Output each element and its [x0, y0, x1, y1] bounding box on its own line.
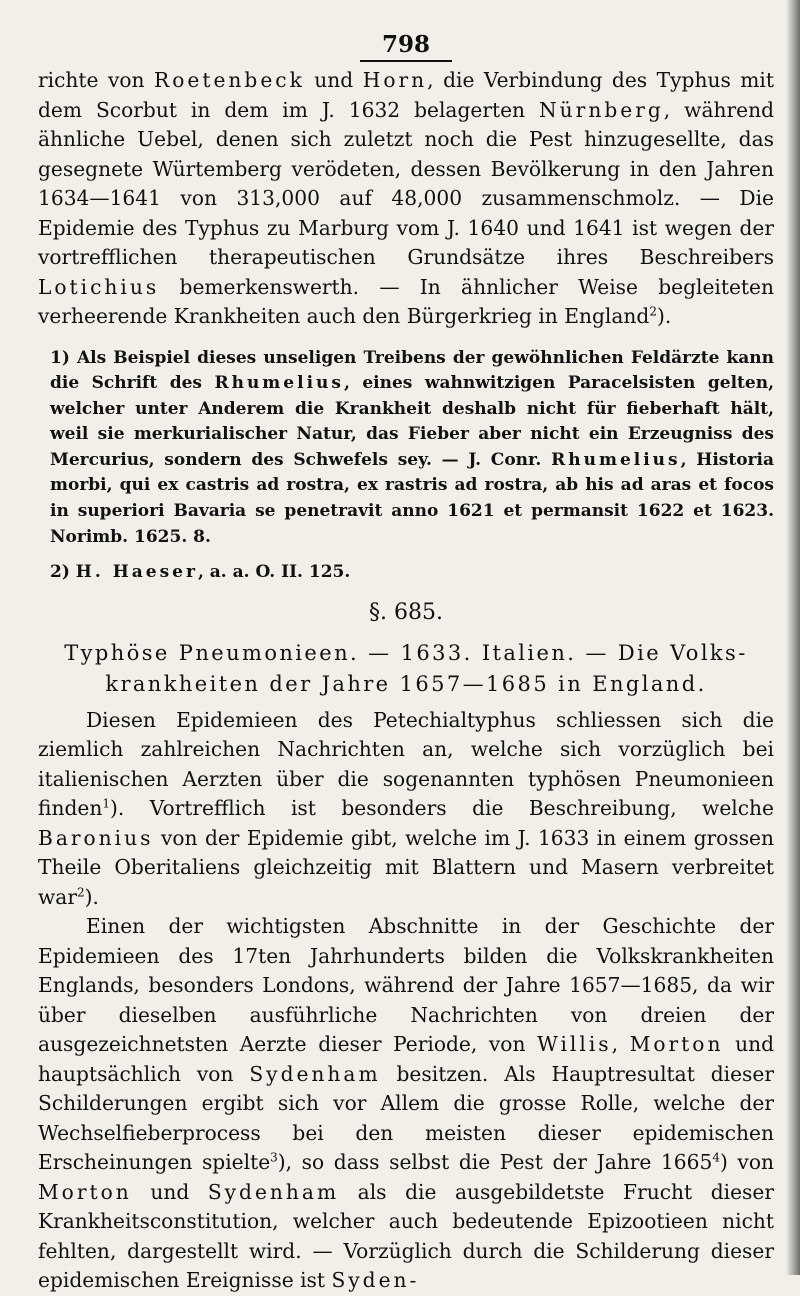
place-name: Nürnberg — [539, 97, 664, 122]
author-name: Rhumelius — [551, 449, 681, 470]
footnotes — [38, 346, 774, 586]
author-name: Morton — [629, 1032, 724, 1057]
section-heading — [38, 638, 774, 700]
footnote-1: 1) Als Beispiel dieses unseligen Treibens der gewöhnlichen Feldärzte kann die Schrift des Rhumelius, eines wahnwitzigen Paracelsisten gelten, welcher unter Anderem die Krankheit deshalb nicht für fieberhaft hält, weil sie merkurialischer Natur, das Fieber aber nicht ein Erzeugniss des Mercurius, sondern des Schwefels sey. — J. Conr. Rhumelius, Historia morbi, qui ex castris ad rostra, ex rastris ad rostra, ab his ad aras et focos in superiori Bavaria se penetravit anno 1621 et permansit 1622 et 1623. Norimb. 1625. 8. — [50, 347, 774, 547]
paragraph-1: Diesen Epidemieen des Petechialtyphus schliessen sich die ziemlich zahlreichen Nachrichten an, welche sich vorzüglich bei italienischen Aerzten über die sogenannten typhösen Pneumonieen finden$^1$). Vortrefflich ist besonders die Beschreibung, welche Baronius von der Epidemie gibt, welche im J. 1633 in einem grossen Theile Oberitaliens gleichzeitig mit Blattern und Masern verbreitet war$^2$). — [38, 707, 774, 909]
page-number: 798 — [38, 30, 774, 60]
footnote-ref: 2 — [649, 304, 657, 319]
author-name: H. Haeser — [75, 562, 198, 583]
author-name: Syden- — [331, 1268, 420, 1293]
author-name: Sydenham — [207, 1179, 340, 1204]
author-name: Lotichius — [38, 274, 160, 299]
footnote-ref: 3 — [270, 1150, 278, 1165]
footnote-ref: 2 — [76, 885, 85, 900]
footnote-2: 2) H. Haeser, a. a. O. II. 125. — [50, 562, 351, 583]
section-heading-line-1: Typhöse Pneumonieen. — 1633. Italien. — Die Volks- — [64, 640, 748, 665]
footnote-ref: 1 — [102, 796, 110, 811]
paragraph-2: Einen der wichtigsten Abschnitte in der Geschichte der Epidemieen des 17ten Jahrhunderts bilden die Volkskrankheiten Englands, besonders Londons, während der Jahre 1657—1685, da wir über dieselben ausführliche Nachrichten von dreien der ausgezeichnetsten Aerzte dieser Periode, von Willis, Morton und hauptsächlich von Sydenham besitzen. Als Hauptresultat dieser Schilderungen ergibt sich vor Allem die grosse Rolle, welche der Wechselfieberprocess bei den meisten dieser epidemischen Erscheinungen spielte$^3$), so dass selbst die Pest der Jahre 1665$^4$) von Morton und Sydenham als die ausgebildetste Frucht dieser Krankheitsconstitution, welcher auch bedeutende Epizootieen nicht fehlten, dargestellt wird. — Vorzüglich durch die Schilderung dieser epidemischen Ereignisse ist Syden- — [38, 914, 774, 1293]
author-name: Roetenbeck — [154, 68, 305, 92]
section-text — [38, 706, 774, 1296]
author-name: Willis — [537, 1032, 612, 1057]
author-name: Baronius — [38, 825, 154, 850]
author-name: Morton — [38, 1179, 132, 1204]
top-paragraph: richte von Roetenbeck und Horn, die Verbindung des Typhus mit dem Scorbut in dem im J. 1632 belagerten Nürnberg, während ähnliche Uebel, denen sich zuletzt noch die Pest hinzugesellte, das gesegnete Würtemberg verödeten, dessen Bevölkerung in den Jahren 1634—1641 von 313,000 auf 48,000 zusammenschmolz. — Die Epidemie des Typhus zu Marburg vom J. 1640 und 1641 ist wegen der vortrefflichen therapeutischen Grundsätze ihres Beschreibers Lotichius bemerkenswerth. — In ähnlicher Weise begleiteten verheerende Krankheiten auch den Bürgerkrieg in England$^2$). — [38, 68, 775, 328]
author-name: Sydenham — [249, 1061, 381, 1086]
section-heading-line-2: krankheiten der Jahre 1657—1685 in England. — [105, 671, 707, 696]
main-text — [38, 66, 774, 332]
author-name: Horn — [362, 68, 428, 92]
section-number: §. 685. — [369, 599, 443, 625]
author-name: Rhumelius — [214, 373, 344, 394]
footnote-ref: 4 — [712, 1150, 720, 1165]
